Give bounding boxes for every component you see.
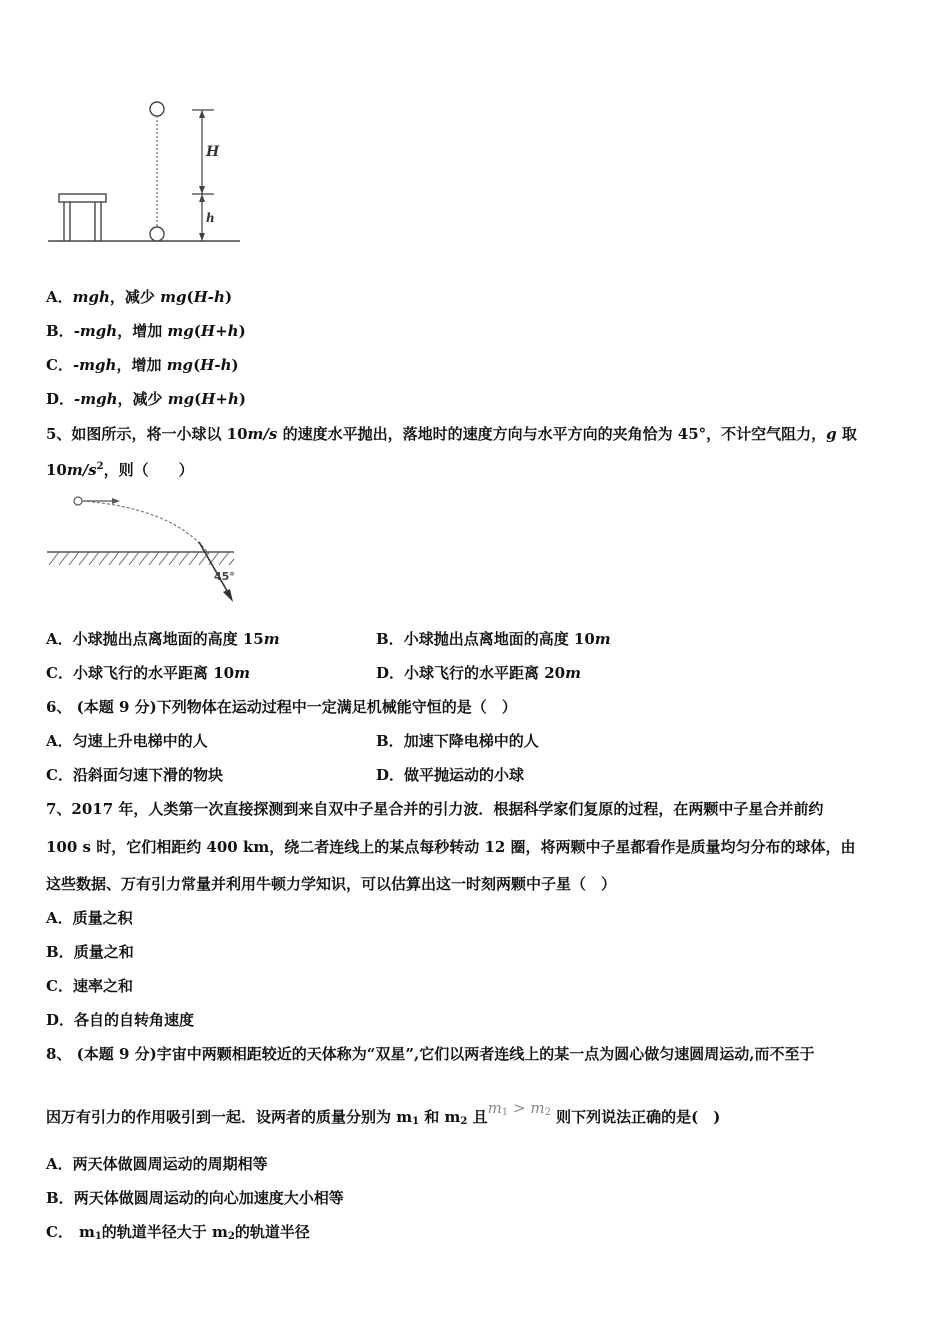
q8-option-c: C． $m_1$的轨道半径大于 $m_2$的轨道半径 xyxy=(46,1223,310,1242)
mass-relation: $m_1 > m_2$ xyxy=(487,1099,551,1118)
q8-option-b: B．两天体做圆周运动的向心加速度大小相等 xyxy=(46,1189,344,1207)
figure-ball-drop xyxy=(44,96,244,250)
q8-stem-line2: 因万有引力的作用吸引到一起．设两者的质量分别为 $m_1$ 和 $m_2$ 且$m_1 > m_2$ 则下列说法正确的是( ) xyxy=(46,1099,721,1127)
q4-option-c: C．-mgh，增加 mg(H-h) xyxy=(46,356,239,374)
q7-stem-line1: 7、2017 年，人类第一次直接探测到来自双中子星合并的引力波．根据科学家们复原的过程，在两颗中子星合并前约 xyxy=(46,800,824,818)
table xyxy=(59,194,106,241)
q6-option-a: A．匀速上升电梯中的人 xyxy=(46,732,208,750)
label-h: h xyxy=(206,211,215,225)
q7-option-a: A．质量之积 xyxy=(46,909,133,927)
q5-option-b: B．小球抛出点离地面的高度 10m xyxy=(376,630,611,648)
q7-option-b: B．质量之和 xyxy=(46,943,134,961)
q7-option-c: C．速率之和 xyxy=(46,977,133,995)
projectile-ball xyxy=(74,497,82,505)
q5-stem-line1: 5、如图所示，将一小球以 10m/s 的速度水平抛出，落地时的速度方向与水平方向的夹角恰为 45°，不计空气阻力，g 取 xyxy=(46,425,857,443)
initial-velocity-arrowhead xyxy=(112,498,120,504)
q5-option-c: C．小球飞行的水平距离 10m xyxy=(46,664,250,682)
ball-top xyxy=(150,102,164,116)
q7-option-d: D．各自的自转角速度 xyxy=(46,1011,195,1029)
q5-option-a: A．小球抛出点离地面的高度 15m xyxy=(46,630,280,648)
label-H: H xyxy=(206,144,220,160)
q4-option-d: D．-mgh，减少 mg(H+h) xyxy=(46,390,246,408)
q8-stem-line1: 8、 (本题 9 分)宇宙中两颗相距较近的天体称为“双星”,它们以两者连线上的某一点为圆心做匀速圆周运动,而不至于 xyxy=(46,1045,815,1063)
q7-stem-line3: 这些数据、万有引力常量并利用牛顿力学知识，可以估算出这一时刻两颗中子星（ ） xyxy=(46,875,617,893)
q8-option-a: A．两天体做圆周运动的周期相等 xyxy=(46,1155,268,1173)
q4-option-b: B．-mgh，增加 mg(H+h) xyxy=(46,322,246,340)
ball-bottom xyxy=(150,227,164,241)
figure-projectile xyxy=(44,490,244,606)
q6-option-c: C．沿斜面匀速下滑的物块 xyxy=(46,766,223,784)
landing-velocity-arrowhead xyxy=(223,589,233,602)
landing-velocity-arrow xyxy=(199,542,230,596)
q6-stem: 6、 (本题 9 分)下列物体在运动过程中一定满足机械能守恒的是（ ） xyxy=(46,698,517,716)
q6-option-b: B．加速下降电梯中的人 xyxy=(376,732,539,750)
q7-stem-line2: 100 s 时，它们相距约 400 km，绕二者连线上的某点每秒转动 12 圈，将两颗中子星都看作是质量均匀分布的球体，由 xyxy=(46,838,856,856)
q6-option-d: D．做平抛运动的小球 xyxy=(376,766,525,784)
trajectory xyxy=(82,501,209,554)
q5-option-d: D．小球飞行的水平距离 20m xyxy=(376,664,581,682)
q5-stem-line2: $10m/s^2$，则（ ） xyxy=(46,461,194,479)
angle-label: 45° xyxy=(214,570,235,583)
q4-option-a: A．mgh，减少 mg(H-h) xyxy=(46,288,233,306)
